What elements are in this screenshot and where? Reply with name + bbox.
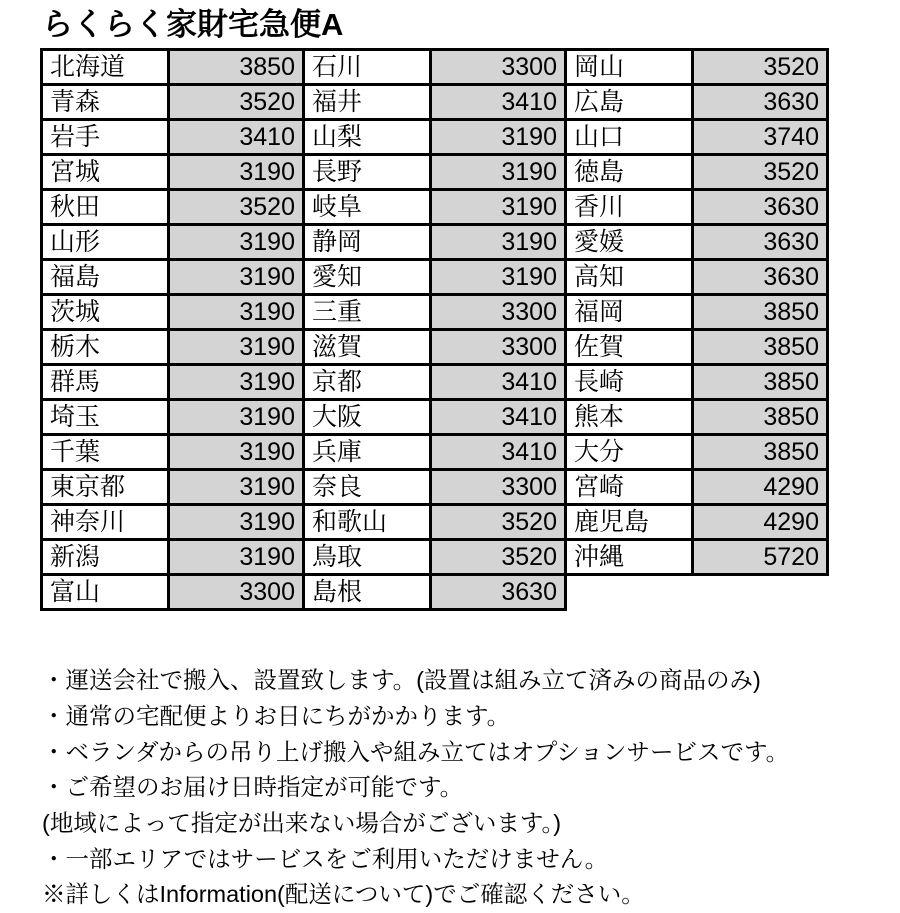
price-cell: 3190	[169, 505, 304, 540]
prefecture-cell: 富山	[42, 575, 169, 610]
prefecture-cell: 徳島	[566, 155, 693, 190]
price-cell: 3410	[431, 400, 566, 435]
note-item: ・運送会社で搬入、設置致します。(設置は組み立て済みの商品のみ)	[42, 667, 761, 694]
prefecture-cell: 大分	[566, 435, 693, 470]
price-cell: 3630	[693, 85, 828, 120]
price-cell: 3520	[169, 85, 304, 120]
price-cell: 3630	[693, 225, 828, 260]
price-cell: 3300	[169, 575, 304, 610]
prefecture-cell: 兵庫	[304, 435, 431, 470]
prefecture-cell: 山口	[566, 120, 693, 155]
price-cell: 3850	[693, 330, 828, 365]
price-cell: 5720	[693, 540, 828, 575]
prefecture-cell: 神奈川	[42, 505, 169, 540]
price-cell: 3190	[431, 225, 566, 260]
price-cell: 3190	[169, 435, 304, 470]
prefecture-cell: 熊本	[566, 400, 693, 435]
prefecture-cell: 青森	[42, 85, 169, 120]
prefecture-cell: 福島	[42, 260, 169, 295]
prefecture-cell: 山梨	[304, 120, 431, 155]
price-cell: 3190	[169, 365, 304, 400]
prefecture-cell: 宮城	[42, 155, 169, 190]
empty-cell	[693, 575, 828, 610]
prefecture-cell: 新潟	[42, 540, 169, 575]
price-cell: 3190	[169, 155, 304, 190]
prefecture-cell: 愛知	[304, 260, 431, 295]
prefecture-cell: 沖縄	[566, 540, 693, 575]
table-row	[42, 50, 828, 85]
prefecture-cell: 岐阜	[304, 190, 431, 225]
price-cell: 3520	[169, 190, 304, 225]
price-cell: 4290	[693, 470, 828, 505]
table-row	[42, 575, 828, 610]
prefecture-cell: 香川	[566, 190, 693, 225]
prefecture-cell: 埼玉	[42, 400, 169, 435]
prefecture-cell: 福井	[304, 85, 431, 120]
prefecture-cell: 京都	[304, 365, 431, 400]
note-item: ・一部エリアではサービスをご利用いただけません。	[42, 845, 609, 872]
prefecture-cell: 鳥取	[304, 540, 431, 575]
empty-cell	[566, 575, 693, 610]
price-cell: 3410	[431, 85, 566, 120]
price-cell: 3520	[693, 155, 828, 190]
table-row	[42, 400, 828, 435]
table-row	[42, 155, 828, 190]
price-cell: 3190	[431, 155, 566, 190]
notes-list	[42, 663, 900, 913]
note-item: ・ベランダからの吊り上げ搬入や組み立てはオプションサービスです。	[42, 738, 790, 765]
price-cell: 3630	[693, 190, 828, 225]
price-cell: 3190	[431, 120, 566, 155]
page-title: らくらく家財宅急便A	[42, 7, 344, 42]
prefecture-cell: 栃木	[42, 330, 169, 365]
note-item: ・ご希望のお届け日時指定が可能です。	[42, 774, 464, 801]
price-cell: 3630	[431, 575, 566, 610]
prefecture-cell: 静岡	[304, 225, 431, 260]
price-cell: 3520	[431, 505, 566, 540]
prefecture-cell: 大阪	[304, 400, 431, 435]
price-cell: 3300	[431, 330, 566, 365]
table-row	[42, 365, 828, 400]
prefecture-cell: 愛媛	[566, 225, 693, 260]
price-cell: 3190	[169, 400, 304, 435]
price-cell: 3300	[431, 295, 566, 330]
price-cell: 3850	[693, 365, 828, 400]
prefecture-cell: 三重	[304, 295, 431, 330]
prefecture-cell: 島根	[304, 575, 431, 610]
price-cell: 3190	[169, 260, 304, 295]
prefecture-cell: 滋賀	[304, 330, 431, 365]
prefecture-cell: 山形	[42, 225, 169, 260]
prefecture-cell: 鹿児島	[566, 505, 693, 540]
price-cell: 3410	[431, 365, 566, 400]
price-cell: 3740	[693, 120, 828, 155]
price-cell: 3190	[431, 190, 566, 225]
table-row	[42, 190, 828, 225]
price-cell: 3300	[431, 470, 566, 505]
prefecture-cell: 岡山	[566, 50, 693, 85]
price-cell: 3520	[431, 540, 566, 575]
price-cell: 3410	[431, 435, 566, 470]
prefecture-cell: 高知	[566, 260, 693, 295]
note-item: (地域によって指定が出来ない場合がございます。)	[42, 809, 562, 836]
table-row	[42, 540, 828, 575]
price-cell: 3190	[169, 330, 304, 365]
price-cell: 3630	[693, 260, 828, 295]
shipping-rate-table	[40, 48, 829, 611]
prefecture-cell: 奈良	[304, 470, 431, 505]
price-cell: 3850	[693, 400, 828, 435]
table-body	[42, 50, 828, 610]
prefecture-cell: 長崎	[566, 365, 693, 400]
price-cell: 4290	[693, 505, 828, 540]
prefecture-cell: 北海道	[42, 50, 169, 85]
price-cell: 3190	[169, 225, 304, 260]
prefecture-cell: 群馬	[42, 365, 169, 400]
prefecture-cell: 東京都	[42, 470, 169, 505]
price-cell: 3300	[431, 50, 566, 85]
table-row	[42, 505, 828, 540]
price-cell: 3850	[693, 435, 828, 470]
table-row	[42, 120, 828, 155]
price-cell: 3190	[431, 260, 566, 295]
table-row	[42, 470, 828, 505]
table-row	[42, 330, 828, 365]
prefecture-cell: 佐賀	[566, 330, 693, 365]
prefecture-cell: 岩手	[42, 120, 169, 155]
note-item: ・通常の宅配便よりお日にちがかかります。	[42, 702, 511, 729]
price-cell: 3850	[693, 295, 828, 330]
table-row	[42, 435, 828, 470]
price-cell: 3520	[693, 50, 828, 85]
prefecture-cell: 秋田	[42, 190, 169, 225]
price-cell: 3410	[169, 120, 304, 155]
price-cell: 3190	[169, 540, 304, 575]
prefecture-cell: 和歌山	[304, 505, 431, 540]
prefecture-cell: 広島	[566, 85, 693, 120]
note-item: ※詳しくはInformation(配送について)でご確認ください。	[42, 881, 645, 908]
table-row	[42, 260, 828, 295]
prefecture-cell: 千葉	[42, 435, 169, 470]
price-cell: 3190	[169, 295, 304, 330]
price-cell: 3850	[169, 50, 304, 85]
prefecture-cell: 石川	[304, 50, 431, 85]
prefecture-cell: 茨城	[42, 295, 169, 330]
table-row	[42, 85, 828, 120]
prefecture-cell: 福岡	[566, 295, 693, 330]
prefecture-cell: 宮崎	[566, 470, 693, 505]
table-row	[42, 225, 828, 260]
table-row	[42, 295, 828, 330]
prefecture-cell: 長野	[304, 155, 431, 190]
price-cell: 3190	[169, 470, 304, 505]
